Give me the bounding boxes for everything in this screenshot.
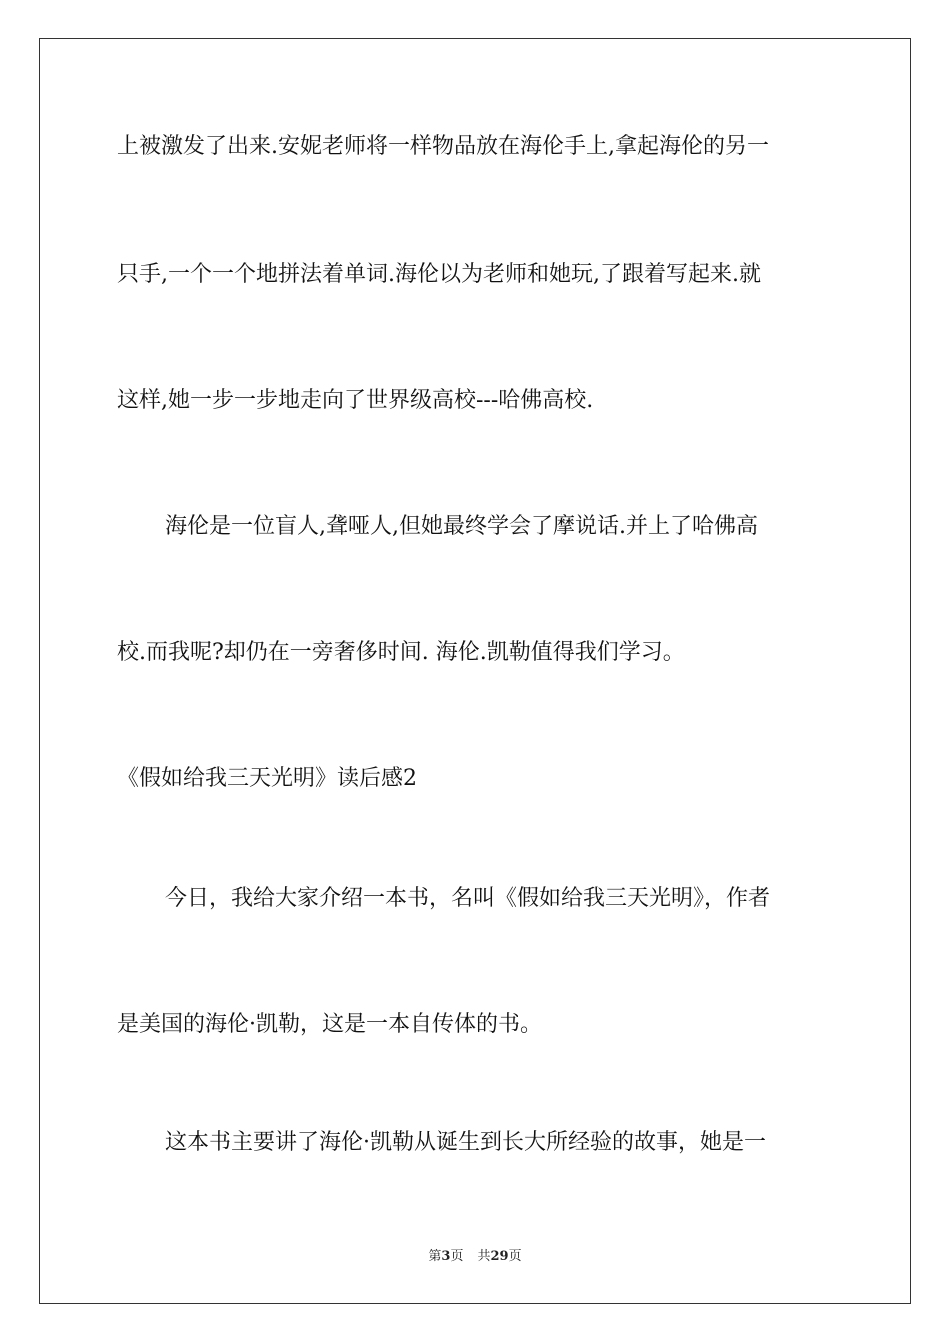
text-line-2: 只手,一个一个地拼法着单词.海伦以为老师和她玩,了跟着写起来.就 <box>117 262 761 287</box>
text-line-8: 是美国的海伦·凯勒，这是一本自传体的书。 <box>117 1012 542 1037</box>
text-line-4: 海伦是一位盲人,聋哑人,但她最终学会了摩说话.并上了哈佛高 <box>165 514 758 539</box>
text-line-3: 这样,她一步一步地走向了世界级高校---哈佛高校. <box>117 388 594 413</box>
page-prefix: 第 <box>428 1249 442 1264</box>
text-line-1: 上被激发了出来.安妮老师将一样物品放在海伦手上,拿起海伦的另一 <box>117 134 769 159</box>
text-line-9: 这本书主要讲了海伦·凯勒从诞生到长大所经验的故事，她是一 <box>165 1130 766 1155</box>
page-suffix: 页 <box>450 1249 464 1264</box>
text-line-7: 今日，我给大家介绍一本书，名叫《假如给我三天光明》，作者 <box>165 886 771 911</box>
page-footer <box>0 1249 950 1265</box>
page-total: 29 <box>490 1249 509 1264</box>
page-current: 3 <box>441 1249 451 1264</box>
section-heading: 《假如给我三天光明》读后感2 <box>117 766 417 791</box>
total-prefix: 共 <box>477 1249 491 1264</box>
page-frame <box>39 38 911 1304</box>
text-line-5: 校.而我呢?却仍在一旁奢侈时间. 海伦.凯勒值得我们学习。 <box>117 640 685 665</box>
total-suffix: 页 <box>508 1249 522 1264</box>
